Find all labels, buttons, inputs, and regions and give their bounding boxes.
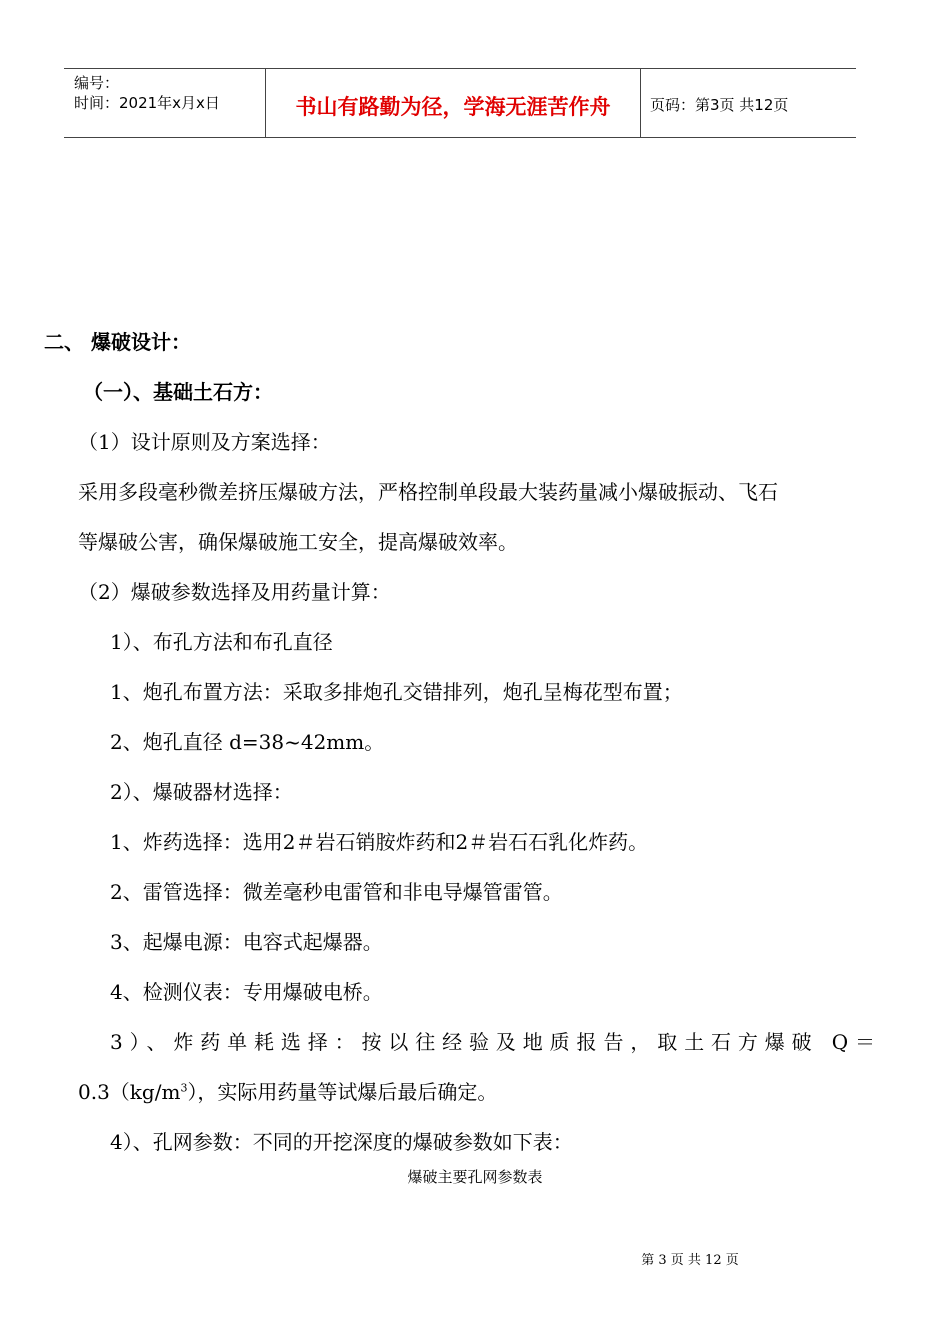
- list-item-title: 1）、布孔方法和布孔直径: [110, 630, 333, 654]
- paragraph-line: [78, 1082, 497, 1102]
- formula-text: 0.3（kg/m: [78, 1080, 181, 1104]
- header-page-cell: [640, 69, 856, 137]
- list-item: 2、炮孔直径 d=38~42mm。: [110, 730, 385, 754]
- superscript-exponent: 3: [180, 1081, 188, 1095]
- header-motto-cell: [265, 69, 641, 137]
- list-item: 3、起爆电源：电容式起爆器。: [110, 930, 383, 954]
- page-header: [64, 68, 856, 138]
- list-item-title: 3）、炸药单耗选择：按以往经验及地质报告，取土石方爆破 Q＝: [110, 1030, 875, 1054]
- list-item-title: 4）、孔网参数：不同的开挖深度的爆破参数如下表：: [110, 1130, 573, 1154]
- list-item: 1、炮孔布置方法：采取多排炮孔交错排列，炮孔呈梅花型布置；: [110, 680, 683, 704]
- document-number-label: 编号：: [74, 74, 120, 92]
- document-time-label: 时间：2021年x月x日: [74, 94, 220, 112]
- paragraph-line: 等爆破公害，确保爆破施工安全，提高爆破效率。: [78, 530, 518, 554]
- formula-text: ），实际用药量等试爆后最后确定。: [187, 1080, 498, 1104]
- paragraph-line: 采用多段毫秒微差挤压爆破方法，严格控制单段最大装药量减小爆破振动、飞石: [78, 480, 778, 504]
- header-meta-cell: [64, 69, 265, 137]
- table-caption: 爆破主要孔网参数表: [407, 1168, 543, 1186]
- list-item: 2、雷管选择：微差毫秒电雷管和非电导爆管雷管。: [110, 880, 563, 904]
- paragraph-heading: （2）爆破参数选择及用药量计算：: [78, 580, 391, 604]
- paragraph-heading: （1）设计原则及方案选择：: [78, 430, 331, 454]
- list-item-title: 2）、爆破器材选择：: [110, 780, 293, 804]
- subsection-title: （一）、基础土石方：: [83, 380, 273, 404]
- header-page-number: 页码：第3页 共12页: [650, 96, 789, 114]
- list-item: 4、检测仪表：专用爆破电桥。: [110, 980, 383, 1004]
- list-item: 1、炸药选择：选用2＃岩石销胺炸药和2＃岩石石乳化炸药。: [110, 830, 649, 854]
- page-footer: 第 3 页 共 12 页: [641, 1253, 739, 1268]
- header-motto: 书山有路勤为径，学海无涯苦作舟: [295, 95, 611, 119]
- section-title: 二、 爆破设计：: [44, 330, 191, 354]
